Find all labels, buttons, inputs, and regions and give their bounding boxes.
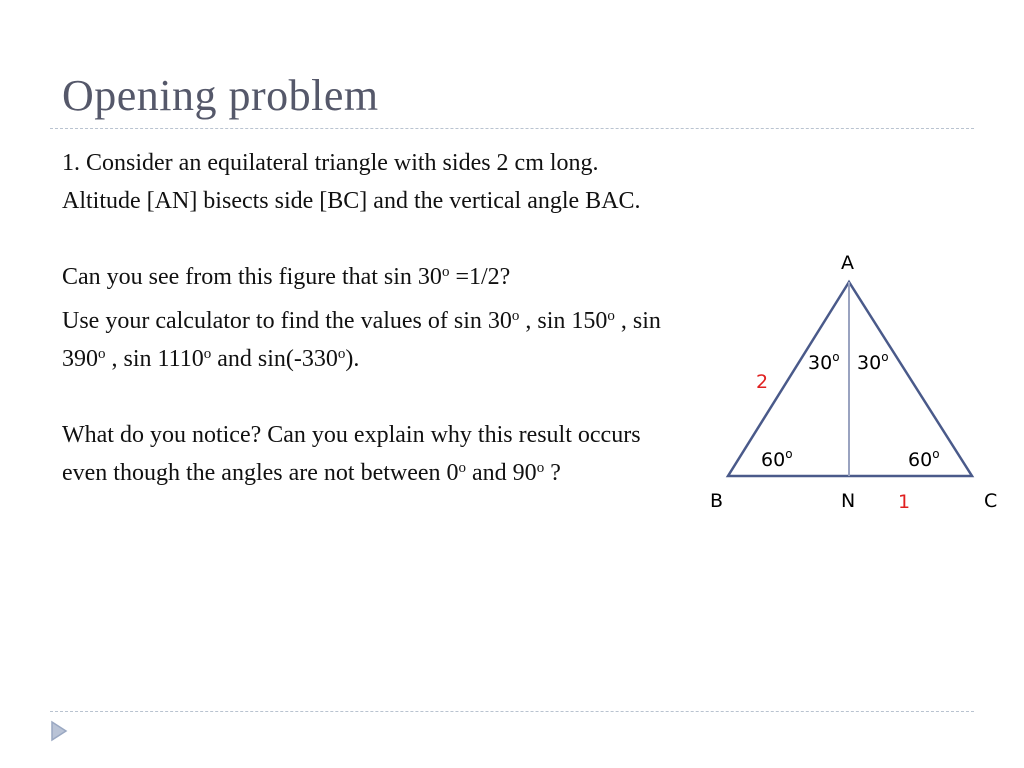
q4-text-c: ?: [544, 460, 561, 486]
q4-text-b: and 90: [466, 460, 537, 486]
slide-body: [62, 144, 672, 492]
q3-text-c: , sin 390: [62, 308, 661, 372]
q2-text-b: =1/2?: [449, 264, 511, 290]
q3-text-a: Use your calculator to find the values of sin 30: [62, 308, 512, 334]
play-triangle-icon[interactable]: [50, 720, 68, 742]
vertex-c-label: C: [984, 490, 998, 512]
footer-divider: [50, 711, 974, 712]
degree-sup: o: [337, 346, 346, 362]
vertex-a-label: A: [841, 252, 854, 274]
degree-sup: o: [98, 346, 106, 362]
degree-sup: o: [458, 460, 467, 476]
angle-bottom-left-label: 60$^o$: [761, 447, 793, 471]
angle-bottom-right-label: 60$^o$: [908, 447, 940, 471]
q3-text-e: and sin(-330: [211, 346, 338, 372]
q4-text-a: What do you notice? Can you explain why this result occurs even though the angles are not between 0: [62, 422, 641, 486]
degree-sup: o: [203, 346, 212, 362]
angle-top-right-label: 30$^o$: [857, 350, 889, 374]
slide-title: Opening problem: [62, 71, 379, 120]
degree-sup: o: [607, 308, 615, 324]
degree-sup: o: [536, 460, 545, 476]
title-divider: [50, 128, 974, 129]
vertex-b-label: B: [710, 490, 724, 512]
reflection-question: [62, 416, 672, 492]
angle-top-left-label: 30$^o$: [808, 350, 840, 374]
q3-text-b: , sin 150: [519, 308, 608, 334]
calculator-instruction: [62, 302, 672, 378]
problem-statement: 1. Consider an equilateral triangle with sides 2 cm long. Altitude [AN] bisects side [BC] and the vertical angle BAC.: [62, 150, 641, 214]
equilateral-triangle-figure: [700, 245, 1010, 520]
q3-text-f: ).: [345, 346, 360, 372]
degree-sup: o: [441, 264, 450, 280]
question-sin30: [62, 258, 672, 296]
side-length-label: 2: [756, 371, 769, 393]
q3-text-d: , sin 1110: [105, 346, 204, 372]
foot-n-label: N: [841, 490, 856, 512]
half-base-label: 1: [898, 491, 911, 513]
degree-sup: o: [511, 308, 520, 324]
q2-text-a: Can you see from this figure that sin 30: [62, 264, 442, 290]
